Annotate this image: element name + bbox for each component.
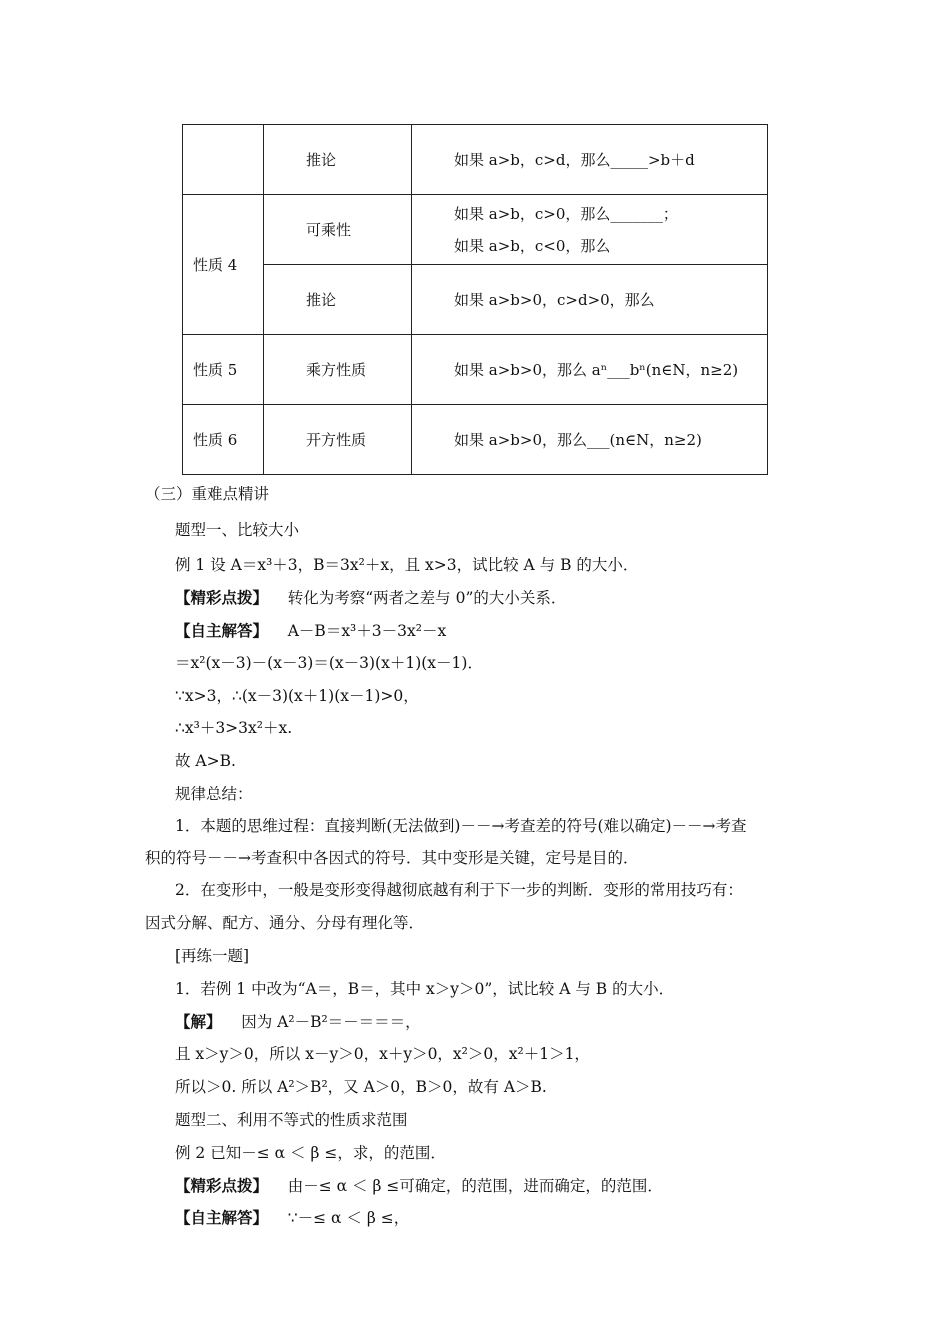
summary-1b: 积的符号－－→考查积中各因式的符号．其中变形是关键，定号是目的． (145, 849, 639, 867)
solution-label: 【解】 (175, 1012, 222, 1031)
solution-2 (175, 1206, 409, 1228)
table-row (183, 335, 768, 405)
table-cell-name: 乘方性质 (264, 335, 412, 405)
solution-1 (175, 619, 446, 641)
content-line: 如果 a>b，c>0，那么_______； (454, 204, 678, 223)
solution-text: ∵－≤ α ＜ β ≤， (287, 1209, 410, 1227)
table-cell-content (412, 195, 768, 265)
step-4: 故 A>B. (175, 752, 236, 770)
subheading-type1: 题型一、比较大小 (175, 521, 300, 539)
table-cell-name: 开方性质 (264, 405, 412, 475)
summary-2a: 2．在变形中，一般是变形变得越彻底越有利于下一步的判断．变形的常用技巧有： (175, 881, 743, 899)
table-cell-name: 可乘性 (264, 195, 412, 265)
step-1: ＝x²(x－3)－(x－3)＝(x－3)(x＋1)(x－1)． (175, 654, 483, 672)
example-1: 例 1 设 A＝x³＋3，B＝3x²＋x，且 x>3，试比较 A 与 B 的大小． (175, 556, 639, 574)
content-line: 如果 a>b，c<0，那么 (454, 236, 611, 255)
table-cell-content: 如果 a>b>0，那么___(n∈N，n≥2) (412, 405, 768, 475)
table-cell-name: 推论 (264, 125, 412, 195)
practice-line-2: 且 x＞y＞0，所以 x－y＞0，x＋y＞0，x²＞0，x²＋1＞1， (175, 1045, 590, 1063)
table-cell-content: 如果 a>b>0，那么 aⁿ___bⁿ(n∈N，n≥2) (412, 335, 768, 405)
table-cell-property (183, 125, 264, 195)
table-row (183, 265, 768, 335)
summary-2b: 因式分解、配方、通分、分母有理化等． (145, 914, 425, 932)
example-2: 例 2 已知－≤ α ＜ β ≤，求，的范围． (175, 1144, 446, 1162)
practice-solution (175, 1010, 421, 1032)
table-cell-property: 性质 5 (183, 335, 264, 405)
table-cell-property: 性质 4 (183, 195, 264, 335)
section-heading: （三）重难点精讲 (145, 485, 270, 503)
step-3: ∴x³＋3>3x²＋x. (175, 719, 293, 737)
properties-table (182, 124, 768, 475)
hint-2 (175, 1174, 663, 1196)
hint-label: 【精彩点拨】 (175, 1176, 269, 1195)
hint-1 (175, 586, 566, 608)
hint-label: 【精彩点拨】 (175, 588, 269, 607)
practice-line-3: 所以＞0. 所以 A²＞B²，又 A＞0，B＞0，故有 A＞B. (175, 1078, 547, 1096)
table-row (183, 195, 768, 265)
table-row (183, 405, 768, 475)
summary-1a: 1．本题的思维过程：直接判断(无法做到)－－→考查差的符号(难以确定)－－→考查 (175, 817, 747, 835)
solution-label: 【自主解答】 (175, 1208, 269, 1227)
practice-1: 1．若例 1 中改为“A＝，B＝，其中 x＞y＞0”，试比较 A 与 B 的大小． (175, 980, 675, 998)
summary-title: 规律总结： (175, 785, 253, 803)
practice-heading: [再练一题] (175, 947, 250, 965)
table-row (183, 125, 768, 195)
table-cell-name: 推论 (264, 265, 412, 335)
hint-text: 转化为考察“两者之差与 0”的大小关系． (287, 589, 567, 607)
table-cell-property: 性质 6 (183, 405, 264, 475)
solution-text: A－B＝x³＋3－3x²－x (287, 622, 447, 640)
solution-text: 因为 A²－B²＝－＝＝＝， (241, 1013, 421, 1031)
solution-label: 【自主解答】 (175, 621, 269, 640)
hint-text: 由－≤ α ＜ β ≤可确定，的范围，进而确定，的范围． (287, 1177, 663, 1195)
table-cell-content: 如果 a>b，c>d，那么_____>b＋d (412, 125, 768, 195)
step-2: ∵x>3，∴(x－3)(x＋1)(x－1)>0， (175, 687, 419, 705)
subheading-type2: 题型二、利用不等式的性质求范围 (175, 1111, 408, 1129)
table-cell-content: 如果 a>b>0，c>d>0，那么 (412, 265, 768, 335)
